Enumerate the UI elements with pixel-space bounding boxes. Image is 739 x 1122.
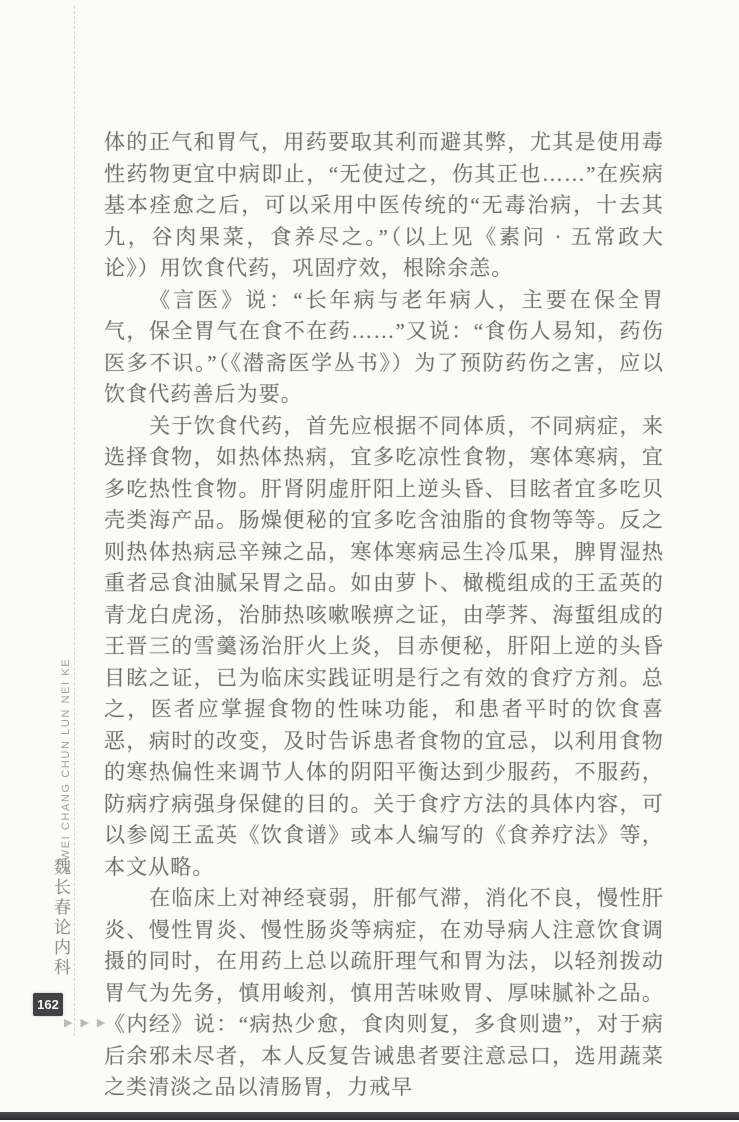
scan-edge-bar (0, 1112, 739, 1120)
pager-arrows-icon: ▶▶▶ (64, 1016, 114, 1029)
paragraph: 关于饮食代药，首先应根据不同体质，不同病症，来选择食物，如热体热病，宜多吃凉性食物，寒体寒病，宜多吃热性食物。肝肾阴虚肝阳上逆头昏、目眩者宜多吃贝壳类海产品。肠燥便秘的宜多吃含油脂的食物等等。反之则热体热病忌辛辣之品，寒体寒病忌生冷瓜果，脾胃湿热重者忌食油腻呆胃之品。如由萝卜、橄榄组成的王孟英的青龙白虎汤，治肺热咳嗽喉痹之证，由荸荠、海蜇组成的王晋三的雪羹汤治肝火上炎，目赤便秘，肝阳上逆的头昏目眩之证，已为临床实践证明是行之有效的食疗方剂。总之，医者应掌握食物的性味功能，和患者平时的饮食喜恶，病时的改变，及时告诉患者食物的宜忌，以利用食物的寒热偏性来调节人体的阴阳平衡达到少服药，不服药，防病疗病强身保健的目的。关于食疗方法的具体内容，可以参阅王孟英《饮食谱》或本人编写的《食养疗法》等，本文从略。 (104, 413, 664, 879)
paragraph: 《言医》说：“长年病与老年病人，主要在保全胃气，保全胃气在食不在药……”又说：“食伤人易知，药伤医多不识。”（《潜斋医学丛书》）为了预防药伤之害，应以饮食代药善后为要。 (104, 287, 664, 406)
paragraph: 在临床上对神经衰弱，肝郁气滞，消化不良，慢性肝炎、慢性胃炎、慢性肠炎等病症，在劝导病人注意饮食调摄的同时，在用药上总以疏肝理气和胃为法，以轻剂拨动胃气为先务，慎用峻剂，慎用苦味败胃、厚味腻补之品。《内经》说：“病热少愈，食肉则复，多食则遗”，对于病后余邪未尽者，本人反复告诫患者要注意忌口，选用蔬菜之类清淡之品以清肠胃，力戒早 (104, 886, 664, 1099)
page-number-badge: 162 (33, 993, 63, 1016)
spine-title: 魏长春论内科 (51, 858, 70, 978)
paragraph: 体的正气和胃气，用药要取其利而避其弊，尤其是使用毒性药物更宜中病即止，“无使过之，伤其正也……”在疾病基本痊愈之后，可以采用中医传统的“无毒治病，十去其九，谷肉果菜，食养尽之。”（以上见《素问 · 五常政大论》）用饮食代药，巩固疗效，根除余恙。 (104, 130, 664, 280)
margin-dashed-line (74, 6, 75, 1036)
spine-pinyin-label: WEI CHANG CHUN LUN NEI KE (60, 657, 72, 861)
page-text (104, 127, 664, 1104)
